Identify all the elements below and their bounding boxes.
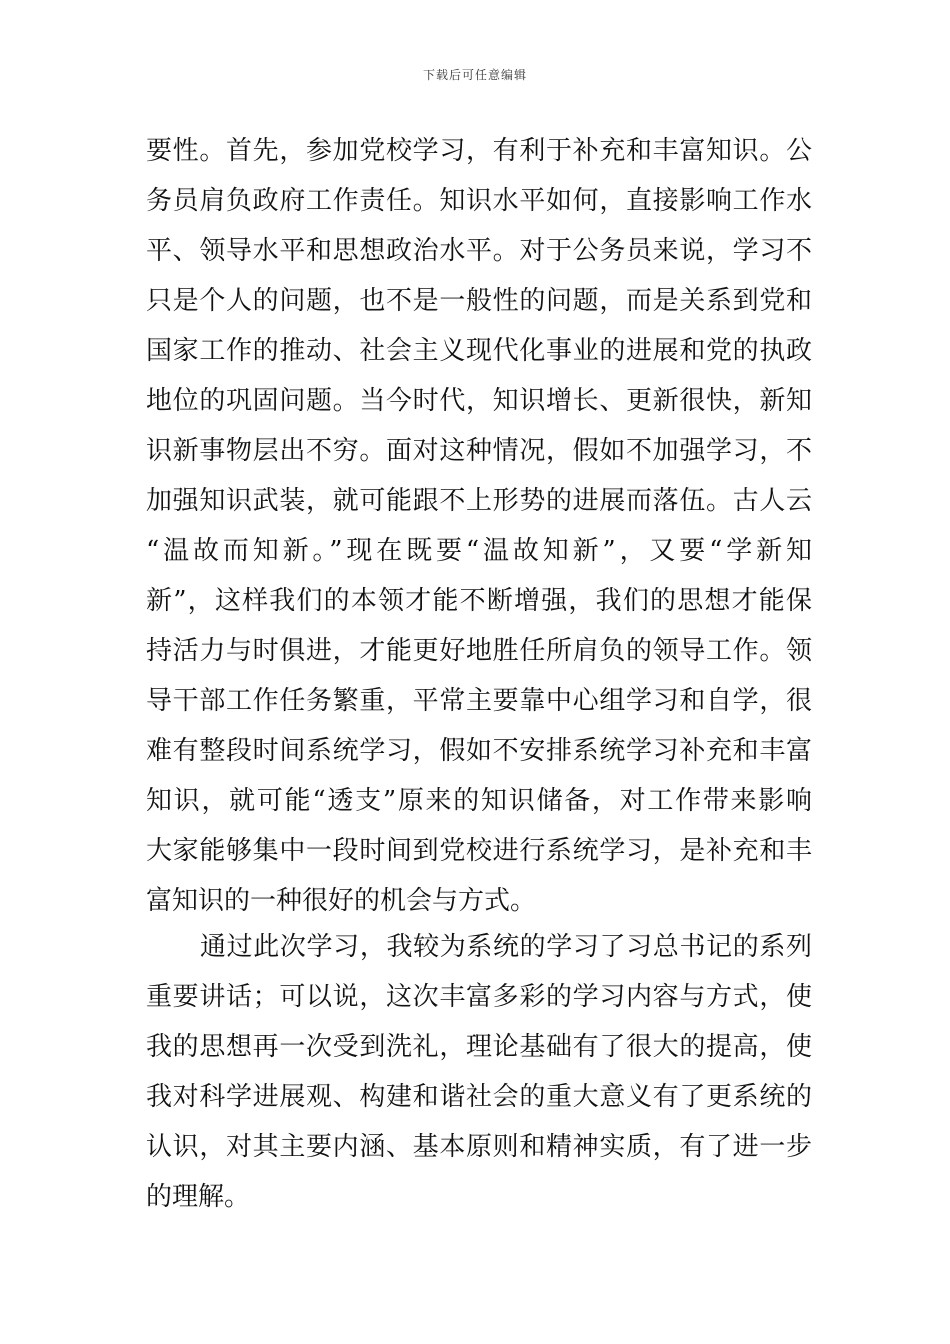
paragraph-2 — [146, 922, 812, 1222]
text-line: 加强知识武装，就可能跟不上形势的进展而落伍。古人云 — [146, 486, 812, 516]
paragraph-1 — [146, 126, 812, 926]
text-line: 重要讲话；可以说，这次丰富多彩的学习内容与方式，使 — [146, 982, 812, 1012]
text-line: 通过此次学习，我较为系统的学习了习总书记的系列 — [200, 932, 812, 962]
text-line: 新”，这样我们的本领才能不断增强，我们的思想才能保 — [146, 586, 812, 616]
text-line: 富知识的一种很好的机会与方式。 — [146, 886, 537, 916]
text-line: 务员肩负政府工作责任。知识水平如何，直接影响工作水 — [146, 186, 812, 216]
text-line: 的理解。 — [146, 1182, 251, 1212]
text-line: 只是个人的问题，也不是一般性的问题，而是关系到党和 — [146, 286, 812, 316]
text-line: 我对科学进展观、构建和谐社会的重大意义有了更系统的 — [146, 1082, 812, 1112]
text-line: 国家工作的推动、社会主义现代化事业的进展和党的执政 — [146, 336, 812, 366]
text-line: 持活力与时俱进，才能更好地胜任所肩负的领导工作。领 — [146, 636, 812, 666]
text-line: 地位的巩固问题。当今时代，知识增长、更新很快，新知 — [146, 386, 812, 416]
page-header: 下载后可任意编辑 — [422, 68, 527, 82]
text-line: 难有整段时间系统学习，假如不安排系统学习补充和丰富 — [146, 736, 812, 766]
text-line: 导干部工作任务繁重，平常主要靠中心组学习和自学，很 — [146, 686, 812, 716]
text-line: 平、领导水平和思想政治水平。对于公务员来说，学习不 — [146, 236, 812, 266]
text-line: “温故而知新。”现在既要“温故知新”，又要“学新知 — [146, 536, 812, 566]
text-line: 认识，对其主要内涵、基本原则和精神实质，有了进一步 — [146, 1132, 812, 1162]
text-line: 要性。首先，参加党校学习，有利于补充和丰富知识。公 — [146, 136, 812, 166]
text-line: 大家能够集中一段时间到党校进行系统学习，是补充和丰 — [146, 836, 812, 866]
text-line: 识新事物层出不穷。面对这种情况，假如不加强学习，不 — [146, 436, 812, 466]
text-line: 我的思想再一次受到洗礼，理论基础有了很大的提高，使 — [146, 1032, 812, 1062]
text-line: 知识，就可能“透支”原来的知识储备，对工作带来影响 — [146, 786, 812, 816]
